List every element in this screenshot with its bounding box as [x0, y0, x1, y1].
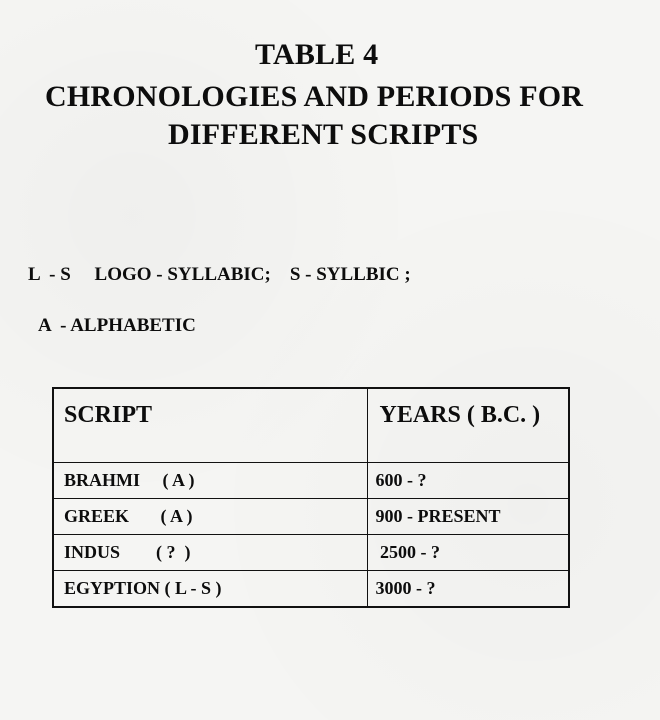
table-row	[53, 570, 569, 607]
table-title-line-2: DIFFERENT SCRIPTS	[168, 118, 479, 151]
years-cell: 3000 - ?	[367, 570, 569, 607]
table-title-line-1: CHRONOLOGIES AND PERIODS FOR	[45, 80, 584, 113]
table-row	[53, 534, 569, 570]
years-cell: 600 - ?	[367, 462, 569, 498]
header-years: YEARS ( B.C. )	[367, 388, 569, 462]
abbreviation-legend-line-1: L - S LOGO - SYLLABIC; S - SYLLBIC ;	[28, 264, 411, 285]
years-cell: 2500 - ?	[367, 534, 569, 570]
scripts-chronology-table	[52, 387, 570, 608]
script-cell: BRAHMI ( A )	[53, 462, 367, 498]
years-cell: 900 - PRESENT	[367, 498, 569, 534]
script-cell: GREEK ( A )	[53, 498, 367, 534]
table-number-heading: TABLE 4	[255, 38, 379, 71]
table-header-row	[53, 388, 569, 462]
table-row	[53, 462, 569, 498]
script-cell: EGYPTION ( L - S )	[53, 570, 367, 607]
script-cell: INDUS ( ? )	[53, 534, 367, 570]
header-script: SCRIPT	[53, 388, 367, 462]
abbreviation-legend-line-2: A - ALPHABETIC	[38, 315, 196, 336]
table-row	[53, 498, 569, 534]
